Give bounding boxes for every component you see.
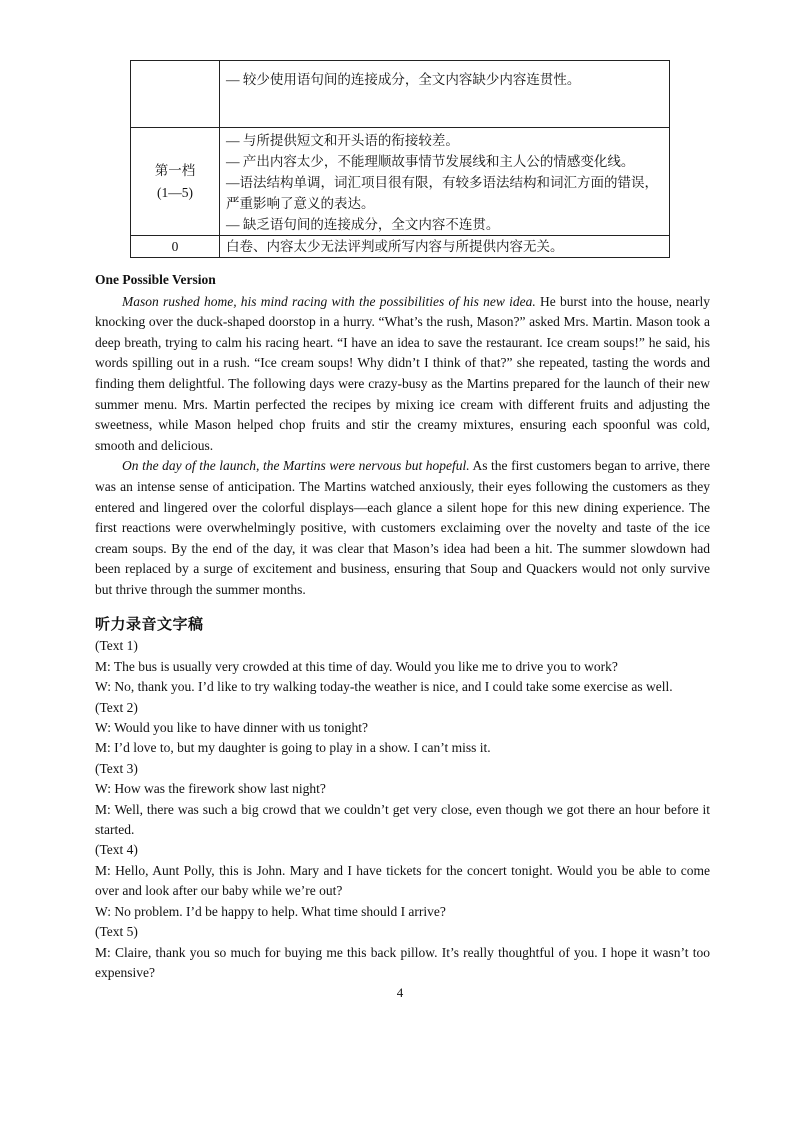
band-name: 第一档 [154, 162, 196, 178]
criterion-text: —语法结构单调，词汇项目很有限，有较多语法结构和词汇方面的错误，严重影响了意义的表达。 [226, 175, 658, 211]
criterion-text: — 与所提供短文和开头语的衔接较差。 [226, 133, 459, 148]
text-tag: (Text 1) [95, 638, 138, 654]
text-tag: (Text 2) [95, 699, 138, 715]
text-tag: (Text 3) [95, 760, 138, 776]
band-cell [131, 128, 220, 236]
dialogue-line: W: How was the firework show last night? [95, 781, 326, 797]
criterion-text: — 产出内容太少，不能理顺故事情节发展线和主人公的情感变化线。 [226, 154, 635, 169]
paragraph-body: He burst into the house, nearly knocking over the duck-shaped doorstop in a hurry. “What’s the rush, Mason?” asked Mrs. Martin. Mason took a deep breath, trying to calm his racing heart. “I have an idea to save the restaurant. Ice cream soups!” he said, his words spilling out in a rush. “Ice cream soups! Why didn’t I think of that?” she repeated, tasting the words and finding them delightful. The following days were crazy-busy as the Martins prepared for the launch of their new summer menu. Mrs. Martin perfected the recipes by mixing ice cream with different fruits and adjusting the sweetness, while Mason helped chop fruits and stir the creamy mixtures, ensuring each spoonful was cold, smooth and delicious. [95, 293, 710, 453]
dialogue-line: M: Hello, Aunt Polly, this is John. Mary and I have tickets for the concert tonight. Would you be able to come over and look after our baby while we’re out? [95, 862, 710, 899]
criterion-text: — 较少使用语句间的连接成分，全文内容缺少内容连贯性。 [226, 72, 581, 87]
essay-paragraph [95, 456, 710, 600]
paragraph-body: As the first customers began to arrive, there was an intense sense of anticipation. The Martins watched anxiously, their eyes following the customers as they entered and lingered over the colorful displays—each glance a silent hope for this new dining experience. The first reactions were overwhelmingly positive, with customers exclaiming over the novelty and taste of the ice cream soups. By the end of the day, it was clear that Mason’s idea had been a hit. The summer slowdown had been replaced by a surge of excitement and business, ensuring that Soup and Quackers would not only survive but thrive through the summer months. [95, 458, 710, 597]
criterion-text: — 缺乏语句间的连接成分，全文内容不连贯。 [226, 217, 500, 232]
band-range: (1—5) [157, 184, 193, 200]
dialogue-line: M: The bus is usually very crowded at this time of day. Would you like me to drive you to work? [95, 658, 618, 674]
paragraph-opening: Mason rushed home, his mind racing with the possibilities of his new idea. [122, 293, 536, 309]
criteria-cell [220, 128, 670, 236]
band-cell: 0 [131, 236, 220, 258]
essay-paragraph [95, 292, 710, 457]
scoring-rubric-table [130, 60, 670, 258]
rubric-row-band0 [131, 236, 670, 258]
band-cell-empty [131, 61, 220, 128]
criterion-cell [220, 61, 670, 128]
dialogue-line: W: No, thank you. I’d like to try walking today-the weather is nice, and I could take some exercise as well. [95, 679, 673, 695]
rubric-row-continued [131, 61, 670, 128]
transcript-heading: 听力录音文字稿 [95, 615, 204, 633]
dialogue-line: M: I’d love to, but my daughter is going to play in a show. I can’t miss it. [95, 740, 491, 756]
text-tag: (Text 4) [95, 842, 138, 858]
sample-essay [95, 270, 710, 601]
paragraph-opening: On the day of the launch, the Martins were nervous but hopeful. [122, 458, 470, 474]
listening-transcript [95, 614, 710, 983]
text-tag: (Text 5) [95, 924, 138, 940]
criterion-cell: 白卷、内容太少无法评判或所写内容与所提供内容无关。 [220, 236, 670, 258]
rubric-row-band1 [131, 128, 670, 236]
dialogue-line: W: No problem. I’d be happy to help. What time should I arrive? [95, 903, 446, 919]
dialogue-line: W: Would you like to have dinner with us tonight? [95, 720, 368, 736]
dialogue-line: M: Well, there was such a big crowd that we couldn’t get very close, even though we got there an hour before it started. [95, 801, 710, 838]
page-number: 4 [396, 985, 404, 1000]
dialogue-line: M: Claire, thank you so much for buying me this back pillow. It’s really thoughtful of you. I hope it wasn’t too expensive? [95, 944, 710, 980]
essay-heading: One Possible Version [95, 272, 216, 287]
